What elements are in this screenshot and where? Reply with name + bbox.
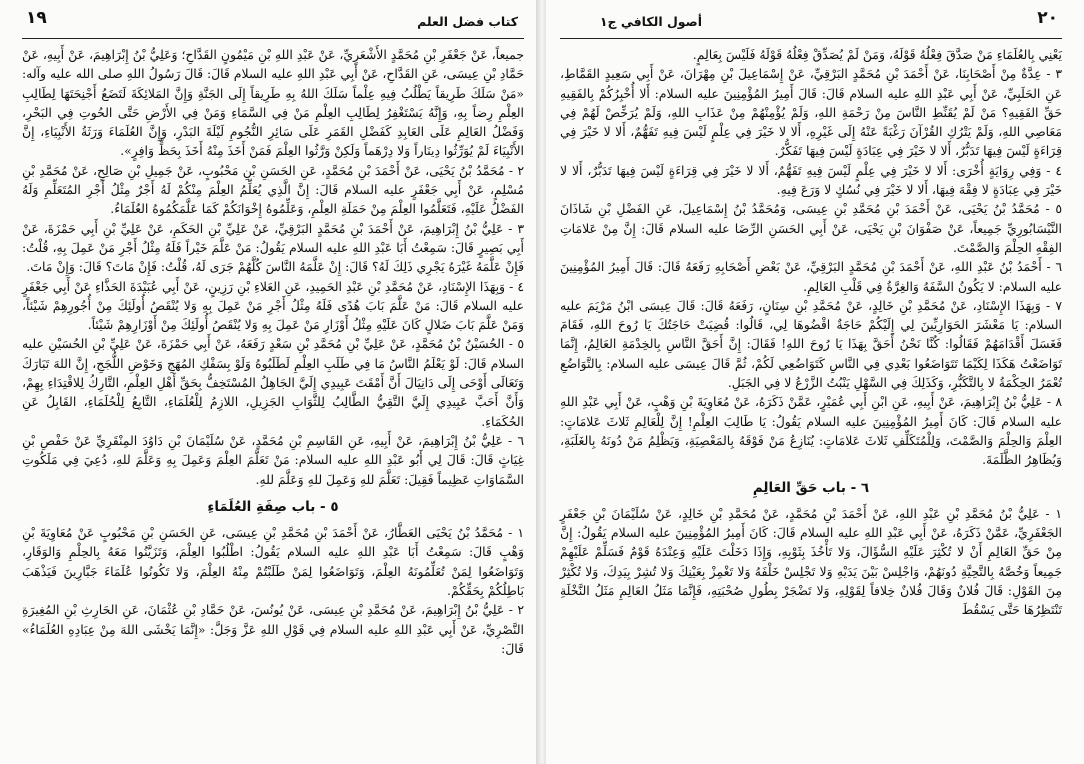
hadith-paragraph: ٢ - عَلِيُّ بْنُ إِبْرَاهِيمَ، عَنْ مُحَمَّدِ بْنِ عِيسَى، عَنْ يُونُسَ، عَنْ حَمَّادِ بْنِ عُثْمَانَ، عَنِ الحَارِثِ بْنِ المُغِيرَةِ النَّصْرِيِّ، عَنْ أَبِي عَبْدِ اللهِ عليه السلام فِي قَوْلِ اللهِ عَزَّ وَجَلَّ: «إِنَّمَا يَخْشَى اللهَ مِنْ عِبَادِهِ العُلَمَاءُ» قَالَ: — [22, 602, 524, 656]
header-title: أصول الكافي ج١ — [599, 14, 702, 29]
hadith-paragraph: ٢ - مُحَمَّدُ بْنُ يَحْيَى، عَنْ أَحْمَدَ بْنِ مُحَمَّدٍ، عَنِ الحَسَنِ بْنِ مَحْبُوبٍ، عَنْ جَمِيلِ بْنِ صَالِحٍ، عَنْ مُحَمَّدِ بْنِ مُسْلِمٍ، عَنْ أَبِي جَعْفَرٍ عليه السلام قَالَ: إِنَّ الَّذِي يُعَلِّمُ العِلْمَ مِنْكُمْ لَهُ أَجْرٌ مِثْلُ أَجْرِ المُتَعَلِّمِ وَلَهُ الفَضْلُ عَلَيْهِ، فَتَعَلَّمُوا العِلْمَ مِنْ حَمَلَةِ العِلْمِ، وَعَلِّمُوهُ إِخْوَانَكُمْ كَمَا عَلَّمَكُمُوهُ العُلَمَاءُ. — [22, 162, 524, 217]
header-title: كتاب فضل العلم — [417, 14, 518, 29]
hadith-paragraph: ١ - عَلِيُّ بْنُ مُحَمَّدِ بْنِ عَبْدِ اللهِ، عَنْ أَحْمَدَ بْنِ مُحَمَّدٍ، عَنْ مُحَمَّدِ بْنِ خَالِدٍ، عَنْ سُلَيْمَانَ بْنِ جَعْفَرٍ الجَعْفَرِيِّ، عَمَّنْ ذَكَرَهُ، عَنْ أَبِي عَبْدِ اللهِ عليه السلام قَالَ: كَانَ أَمِيرُ المُؤْمِنِينَ عليه السلام يَقُولُ: إِنَّ مِنْ حَقِّ العَالِمِ أَنْ لا تُكْثِرَ عَلَيْهِ السُّؤَالَ، وَلا تَأْخُذَ بِثَوْبِهِ، وَإِذَا دَخَلْتَ عَلَيْهِ وَعِنْدَهُ قَوْمٌ فَسَلِّمْ عَلَيْهِمْ جَمِيعاً وَخُصَّهُ بِالتَّحِيَّةِ دُونَهُمْ، وَاجْلِسْ بَيْنَ يَدَيْهِ وَلا تَجْلِسْ خَلْفَهُ وَلا تَغْمِزْ بِعَيْنِكَ وَلا تُشِرْ بِيَدِكَ، وَلا تُكْثِرْ مِنَ القَوْلِ: قَالَ فُلانٌ وَقَالَ فُلانٌ خِلافاً لِقَوْلِهِ، وَلا تَضْجَرْ بِطُولِ صُحْبَتِهِ، فَإِنَّمَا مَثَلُ العَالِمِ مَثَلُ النَّخْلَةِ تَنْتَظِرُهَا حَتَّى يَسْقُطَ — [560, 505, 1062, 618]
hadith-paragraph: ٦ - أَحْمَدُ بْنُ عَبْدِ اللهِ، عَنْ أَحْمَدَ بْنِ مُحَمَّدٍ البَرْقِيِّ، عَنْ بَعْضِ أَصْحَابِهِ رَفَعَهُ قَالَ: قَالَ أَمِيرُ المُؤْمِنِينَ عليه السلام: لا يَكُونُ السَّفَهُ وَالغِرَّةُ فِي قَلْبِ العَالِمِ. — [560, 259, 1062, 294]
chapter-heading: ٦ - باب حَقِّ العَالِمِ — [752, 479, 870, 496]
hadith-paragraph: ٦ - عَلِيُّ بْنُ إِبْرَاهِيمَ، عَنْ أَبِيهِ، عَنِ القَاسِمِ بْنِ مُحَمَّدٍ، عَنْ سُلَيْمَانَ بْنِ دَاوُدَ المِنْقَرِيِّ عَنْ حَفْصِ بْنِ غِيَاثٍ قَالَ: قَالَ لِي أَبُو عَبْدِ اللهِ عليه السلام: مَنْ تَعَلَّمَ العِلْمَ وَعَمِلَ بِهِ وَعَلَّمَ للهِ، دُعِيَ فِي مَلَكُوتِ السَّمَاوَاتِ عَظِيماً فَقِيلَ: تَعَلَّمَ للهِ وَعَمِلَ للهِ وَعَلَّمَ للهِ. — [22, 432, 524, 487]
page-number: ٢٠ — [1037, 8, 1058, 28]
chapter-heading: ٥ - باب صِفَةِ العُلَمَاءِ — [207, 498, 339, 515]
hadith-paragraph: ٣ - عَلِيُّ بْنُ إِبْرَاهِيمَ، عَنْ أَحْمَدَ بْنِ مُحَمَّدٍ البَرْقِيِّ، عَنْ عَلِيِّ بْنِ الحَكَمِ، عَنْ عَلِيِّ بْنِ أَبِي حَمْزَةَ، عَنْ أَبِي بَصِيرٍ قَالَ: سَمِعْتُ أَبَا عَبْدِ اللهِ عليه السلام يَقُولُ: مَنْ عَلَّمَ خَيْراً فَلَهُ مِثْلُ أَجْرِ مَنْ عَمِلَ بِهِ، قُلْتُ: فَإِنْ عَلَّمَهُ غَيْرَهُ يَجْرِي ذَلِكَ لَهُ؟ قَالَ: إِنْ عَلَّمَهُ النَّاسَ كُلَّهُمْ جَرَى لَهُ، قُلْتُ: فَإِنْ مَاتَ؟ قَالَ: وَإِنْ مَاتَ. — [22, 220, 524, 275]
hadith-paragraph: ٣ - عِدَّةٌ مِنْ أَصْحَابِنَا، عَنْ أَحْمَدَ بْنِ مُحَمَّدٍ البَرْقِيِّ، عَنْ إِسْمَاعِيلَ بْنِ مِهْرَانَ، عَنْ أَبِي سَعِيدٍ القَمَّاطِ، عَنِ الحَلَبِيِّ، عَنْ أَبِي عَبْدِ اللهِ عليه السلام قَالَ: قَالَ أَمِيرُ المُؤْمِنِينَ عليه السلام: أَلا أُخْبِرُكُمْ بِالفَقِيهِ حَقِّ الفَقِيهِ؟ مَنْ لَمْ يُقَنِّطِ النَّاسَ مِنْ رَحْمَةِ اللهِ، وَلَمْ يُؤْمِنْهُمْ مِنْ عَذَابِ اللهِ، وَلَمْ يُرَخِّصْ لَهُمْ فِي مَعَاصِي اللهِ، وَلَمْ يَتْرُكِ القُرْآنَ رَغْبَةً عَنْهُ إِلَى غَيْرِهِ، أَلا لا خَيْرَ فِي عِلْمٍ لَيْسَ فِيهِ تَفَهُّمٌ، أَلا لا خَيْرَ فِي قِرَاءَةٍ لَيْسَ فِيهَا تَدَبُّرٌ، أَلا لا خَيْرَ فِي عِبَادَةٍ لَيْسَ فِيهَا تَفَكُّرٌ. — [560, 66, 1062, 159]
hadith-paragraph: ٨ - عَلِيُّ بْنُ إِبْرَاهِيمَ، عَنْ أَبِيهِ، عَنِ ابْنِ أَبِي عُمَيْرٍ، عَمَّنْ ذَكَرَهُ، عَنْ مُعَاوِيَةَ بْنِ وَهْبٍ، عَنْ أَبِي عَبْدِ اللهِ عليه السلام قَالَ: كَانَ أَمِيرُ المُؤْمِنِينَ عليه السلام يَقُولُ: يَا طَالِبَ العِلْمِ! إِنَّ لِلْعَالِمِ ثَلاثَ عَلامَاتٍ: العِلْمَ وَالحِلْمَ وَالصَّمْتَ، وَلِلْمُتَكَلِّفِ ثَلاثَ عَلامَاتٍ: يُنَازِعُ مَنْ فَوْقَهُ بِالمَعْصِيَةِ، وَيَظْلِمُ مَنْ دُونَهُ بِالغَلَبَةِ، وَيُظَاهِرُ الظَّلَمَةَ. — [560, 394, 1062, 468]
hadith-paragraph: ١ - مُحَمَّدُ بْنُ يَحْيَى العَطَّارُ، عَنْ أَحْمَدَ بْنِ مُحَمَّدِ بْنِ عِيسَى، عَنِ الحَسَنِ بْنِ مَحْبُوبٍ عَنْ مُعَاوِيَةَ بْنِ وَهْبٍ قَالَ: سَمِعْتُ أَبَا عَبْدِ اللهِ عليه السلام يَقُولُ: اطْلُبُوا العِلْمَ، وَتَزَيَّنُوا مَعَهُ بِالحِلْمِ وَالوَقَارِ، وَتَوَاضَعُوا لِمَنْ تُعَلِّمُونَهُ العِلْمَ، وَتَوَاضَعُوا لِمَنْ طَلَبْتُمْ مِنْهُ العِلْمَ، وَلا تَكُونُوا عُلَمَاءَ جَبَّارِينَ فَيَذْهَبَ بَاطِلُكُمْ بِحَقِّكُمْ. — [22, 525, 524, 599]
page-body — [22, 45, 524, 658]
hadith-paragraph: ٥ - الحُسَيْنُ بْنُ مُحَمَّدٍ، عَنْ عَلِيِّ بْنِ مُحَمَّدِ بْنِ سَعْدٍ رَفَعَهُ، عَنْ أَبِي حَمْزَةَ، عَنْ عَلِيِّ بْنِ الحُسَيْنِ عليه السلام قَالَ: لَوْ يَعْلَمُ النَّاسُ مَا فِي طَلَبِ العِلْمِ لَطَلَبُوهُ وَلَوْ بِسَفْكِ المُهَجِ وَخَوْضِ اللُّجَجِ، إِنَّ اللهَ تَبَارَكَ وَتَعَالَى أَوْحَى إِلَى دَانِيَالَ أَنَّ أَمْقَتَ عَبِيدِي إِلَيَّ الجَاهِلُ المُسْتَخِفُّ بِحَقِّ أَهْلِ العِلْمِ، التَّارِكُ لِلاقْتِدَاءِ بِهِمْ، وَأَنَّ أَحَبَّ عَبِيدِي إِلَيَّ التَّقِيُّ الطَّالِبُ لِلثَّوَابِ الجَزِيلِ، اللازِمُ لِلْعُلَمَاءِ، التَّابِعُ لِلْحُلَمَاءِ، القَابِلُ عَنِ الحُكَمَاءِ. — [22, 336, 524, 429]
page-number: ١٩ — [26, 8, 47, 28]
page-body — [560, 45, 1062, 620]
hadith-paragraph: ٧ - وَبِهَذَا الإِسْنَادِ، عَنْ مُحَمَّدِ بْنِ خَالِدٍ، عَنْ مُحَمَّدِ بْنِ سِنَانٍ، رَفَعَهُ قَالَ: قَالَ عِيسَى ابْنُ مَرْيَمَ عليه السلام: يَا مَعْشَرَ الحَوَارِيِّينَ لِي إِلَيْكُمْ حَاجَةٌ اقْضُوهَا لِي، قَالُوا: قُضِيَتْ حَاجَتُكَ يَا رُوحَ اللهِ، فَقَامَ فَغَسَلَ أَقْدَامَهُمْ فَقَالُوا: كُنَّا نَحْنُ أَحَقَّ بِهَذَا يَا رُوحَ اللهِ! فَقَالَ: إِنَّ أَحَقَّ النَّاسِ بِالخِدْمَةِ العَالِمُ، إِنَّمَا تَوَاضَعْتُ هَكَذَا لِكَيْمَا تَتَوَاضَعُوا بَعْدِي فِي النَّاسِ كَتَوَاضُعِي لَكُمْ، ثُمَّ قَالَ عِيسَى عليه السلام: بِالتَّوَاضُعِ تُعْمَرُ الحِكْمَةُ لا بِالتَّكَبُّرِ، وَكَذَلِكَ فِي السَّهْلِ يَنْبُتُ الزَّرْعُ لا فِي الجَبَلِ. — [560, 297, 1062, 391]
page-header — [22, 4, 524, 39]
hadith-paragraph: ٥ - مُحَمَّدُ بْنُ يَحْيَى، عَنْ أَحْمَدَ بْنِ مُحَمَّدِ بْنِ عِيسَى، وَمُحَمَّدُ بْنُ إِسْمَاعِيلَ، عَنِ الفَضْلِ بْنِ شَاذَانَ النَّيْسَابُورِيِّ جَمِيعاً، عَنْ صَفْوَانَ بْنِ يَحْيَى، عَنْ أَبِي الحَسَنِ الرِّضَا عليه السلام قَالَ: إِنَّ مِنْ عَلامَاتِ الفِقْهِ الحِلْمَ وَالصَّمْتَ. — [560, 201, 1062, 255]
hadith-paragraph: ٤ - وَفِي رِوَايَةٍ أُخْرَى: أَلا لا خَيْرَ فِي عِلْمٍ لَيْسَ فِيهِ تَفَهُّمٌ، أَلا لا خَيْرَ فِي قِرَاءَةٍ لَيْسَ فِيهَا تَدَبُّرٌ، أَلا لا خَيْرَ فِي عِبَادَةٍ لا فِقْهَ فِيهَا، أَلا لا خَيْرَ فِي نُسُكٍ لا وَرَعَ فِيهِ. — [560, 162, 1062, 198]
hadith-paragraph: ٤ - وَبِهَذَا الإِسْنَادِ، عَنْ مُحَمَّدِ بْنِ عَبْدِ الحَمِيدِ، عَنِ العَلاءِ بْنِ رَزِينٍ، عَنْ أَبِي عُبَيْدَةَ الحَذَّاءِ عَنْ أَبِي جَعْفَرٍ عليه السلام قَالَ: مَنْ عَلَّمَ بَابَ هُدًى فَلَهُ مِثْلُ أَجْرِ مَنْ عَمِلَ بِهِ وَلا يُنْقَصُ أُولَئِكَ مِنْ أُجُورِهِمْ شَيْئاً، وَمَنْ عَلَّمَ بَابَ ضَلالٍ كَانَ عَلَيْهِ مِثْلُ أَوْزَارِ مَنْ عَمِلَ بِهِ وَلا يُنْقَصُ أُولَئِكَ مِنْ أَوْزَارِهِمْ شَيْئاً. — [22, 278, 524, 333]
hadith-paragraph: جميعاً، عَنْ جَعْفَرِ بْنِ مُحَمَّدٍ الأَشْعَرِيِّ، عَنْ عَبْدِ اللهِ بْنِ مَيْمُونٍ القَدَّاحِ؛ وَعَلِيُّ بْنُ إِبْرَاهِيمَ، عَنْ أَبِيهِ، عَنْ حَمَّادِ بْنِ عِيسَى، عَنِ القَدَّاحِ، عَنْ أَبِي عَبْدِ اللهِ عليه السلام قَالَ: قَالَ رَسُولُ اللهِ صلى الله عليه وآله: «مَنْ سَلَكَ طَرِيقاً يَطْلُبُ فِيهِ عِلْماً سَلَكَ اللهُ بِهِ طَرِيقاً إِلَى الجَنَّةِ وَإِنَّ المَلائِكَةَ لَتَضَعُ أَجْنِحَتَهَا لِطَالِبِ العِلْمِ رِضاً بِهِ، وَإِنَّهُ يَسْتَغْفِرُ لِطَالِبِ العِلْمِ مَنْ فِي السَّمَاءِ وَمَنْ فِي الأَرْضِ حَتَّى الحُوتِ فِي البَحْرِ، وَفَضْلُ العَالِمِ عَلَى العَابِدِ كَفَضْلِ القَمَرِ عَلَى سَائِرِ النُّجُومِ لَيْلَةَ البَدْرِ، وَإِنَّ العُلَمَاءَ وَرَثَةُ الأَنْبِيَاءِ، إِنَّ الأَنْبِيَاءَ لَمْ يُوَرِّثُوا دِينَاراً وَلا دِرْهَماً وَلَكِنْ وَرَّثُوا العِلْمَ فَمَنْ أَخَذَ مِنْهُ أَخَذَ بِحَظٍّ وَافِرٍ». — [22, 47, 524, 159]
right-page — [546, 0, 1084, 764]
page-header — [560, 4, 1062, 39]
left-page — [0, 0, 538, 764]
hadith-paragraph: يَعْنِي بِالعُلَمَاءِ مَنْ صَدَّقَ فِعْلُهُ قَوْلَهُ، وَمَنْ لَمْ يُصَدِّقْ فِعْلُهُ قَوْلَهُ فَلَيْسَ بِعَالِمٍ. — [692, 47, 1062, 62]
